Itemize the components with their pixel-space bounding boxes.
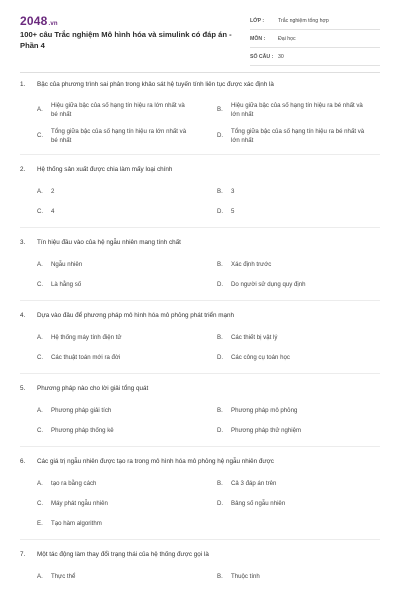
answer-option-b[interactable] — [200, 333, 380, 342]
answer-option-a[interactable] — [20, 102, 200, 119]
option-list — [20, 260, 380, 300]
option-text: Tổng giữa bậc của số hạng tín hiệu ra bé nhất và lớn nhất — [231, 128, 365, 144]
option-letter: A. — [37, 261, 43, 268]
meta-key: SỐ CÂU : — [250, 53, 274, 60]
option-letter: A. — [37, 334, 43, 341]
question-7 — [20, 550, 380, 592]
question-text: Một tác động làm thay đổi trạng thái của hệ thống được gọi là — [37, 551, 209, 558]
option-text: Các thiết bị vật lý — [231, 334, 278, 341]
question-number: 2. — [20, 166, 26, 173]
option-text: Hiệu giữa bậc của số hạng tín hiệu ra lớn nhất và bé nhất — [51, 102, 185, 118]
option-letter: B. — [217, 480, 223, 487]
question-number: 5. — [20, 385, 26, 392]
answer-option-c[interactable] — [20, 128, 200, 145]
logo-suffix: .vn — [48, 21, 58, 27]
answer-option-c[interactable] — [20, 353, 200, 362]
question-divider — [20, 373, 380, 374]
question-divider — [20, 227, 380, 228]
option-text: Xác định trước — [231, 261, 272, 268]
answer-option-b[interactable] — [200, 187, 380, 196]
option-letter: B. — [217, 334, 223, 341]
question-stem — [20, 80, 380, 90]
option-text: 5 — [231, 208, 235, 215]
option-letter: C. — [37, 132, 44, 140]
question-number: 6. — [20, 458, 26, 465]
answer-option-a[interactable] — [20, 572, 200, 581]
answer-option-d[interactable] — [200, 353, 380, 362]
question-stem — [20, 550, 380, 560]
option-text: tạo ra bằng cách — [51, 480, 97, 487]
question-2 — [20, 165, 380, 228]
option-letter: D. — [217, 500, 224, 507]
meta-key: LỚP : — [250, 17, 265, 24]
question-stem — [20, 457, 380, 467]
answer-option-c[interactable] — [20, 207, 200, 216]
site-logo[interactable] — [20, 14, 58, 28]
option-text: Máy phát ngẫu nhiên — [51, 500, 108, 507]
option-text: Phương pháp thử nghiệm — [231, 427, 302, 434]
option-text: Ngẫu nhiên — [51, 261, 83, 268]
option-letter: B. — [217, 106, 223, 114]
option-list — [20, 333, 380, 373]
option-text: Bảng số ngẫu nhiên — [231, 500, 286, 507]
option-letter: A. — [37, 573, 43, 580]
meta-row-class — [250, 12, 380, 30]
option-list — [20, 572, 380, 592]
logo-text: 2048 — [20, 14, 48, 28]
answer-option-a[interactable] — [20, 260, 200, 269]
header-divider — [20, 72, 380, 73]
option-list — [20, 187, 380, 227]
option-letter: A. — [37, 407, 43, 414]
question-stem — [20, 238, 380, 248]
answer-option-b[interactable] — [200, 102, 380, 119]
answer-option-a[interactable] — [20, 479, 200, 488]
answer-option-c[interactable] — [20, 280, 200, 289]
question-text: Các giá trị ngẫu nhiên được tạo ra trong mô hình hóa mô phỏng hệ ngẫu nhiên được — [37, 458, 274, 465]
option-text: 2 — [51, 188, 55, 195]
option-letter: C. — [37, 427, 44, 434]
question-text: Phương pháp nào cho lời giải tổng quát — [37, 385, 149, 392]
option-letter: D. — [217, 427, 224, 434]
option-letter: C. — [37, 208, 44, 215]
option-letter: E. — [37, 520, 43, 527]
option-text: Phương pháp thống kê — [51, 427, 114, 434]
option-letter: D. — [217, 281, 224, 288]
question-divider — [20, 154, 380, 155]
question-stem — [20, 384, 380, 394]
answer-option-a[interactable] — [20, 187, 200, 196]
meta-row-subject — [250, 30, 380, 48]
option-text: Là hằng số — [51, 281, 82, 288]
option-text: Các thuật toán mới ra đời — [51, 354, 121, 361]
answer-option-d[interactable] — [200, 128, 380, 145]
option-text: Phương pháp mô phỏng — [231, 407, 298, 414]
option-letter: B. — [217, 188, 223, 195]
option-letter: B. — [217, 407, 223, 414]
question-number: 1. — [20, 81, 26, 88]
answer-option-a[interactable] — [20, 406, 200, 415]
option-letter: D. — [217, 208, 224, 215]
option-letter: A. — [37, 106, 43, 114]
question-list — [20, 80, 380, 592]
option-letter: B. — [217, 261, 223, 268]
meta-value: 30 — [278, 53, 284, 60]
option-letter: D. — [217, 354, 224, 361]
option-letter: A. — [37, 480, 43, 487]
option-list — [20, 406, 380, 446]
answer-option-b[interactable] — [200, 260, 380, 269]
option-text: 3 — [231, 188, 235, 195]
answer-option-e[interactable] — [20, 519, 200, 528]
option-text: 4 — [51, 208, 55, 215]
question-4 — [20, 311, 380, 374]
question-text: Hệ thống sản xuất được chia làm mấy loại chính — [37, 166, 173, 173]
header — [0, 0, 400, 72]
question-3 — [20, 238, 380, 301]
option-letter: C. — [37, 281, 44, 288]
answer-option-d[interactable] — [200, 426, 380, 435]
option-letter: A. — [37, 188, 43, 195]
option-text: Các công cụ toán học — [231, 354, 290, 361]
option-letter: C. — [37, 354, 44, 361]
option-text: Thuộc tính — [231, 573, 260, 580]
answer-option-c[interactable] — [20, 426, 200, 435]
question-number: 4. — [20, 312, 26, 319]
meta-value: Đại học — [278, 35, 296, 42]
meta-value: Trắc nghiệm tổng hợp — [278, 17, 329, 24]
question-number: 3. — [20, 239, 26, 246]
question-stem — [20, 311, 380, 321]
option-text: Do người sử dụng quy định — [231, 281, 306, 288]
question-5 — [20, 384, 380, 447]
option-text: Cả 3 đáp án trên — [231, 480, 277, 487]
question-6 — [20, 457, 380, 540]
option-text: Thực thể — [51, 573, 76, 580]
answer-option-b[interactable] — [200, 572, 380, 581]
meta-row-count — [250, 48, 380, 66]
answer-option-a[interactable] — [20, 333, 200, 342]
answer-option-b[interactable] — [200, 479, 380, 488]
meta-info — [250, 12, 380, 66]
option-text: Tổng giữa bậc của số hạng tín hiệu ra lớn nhất và bé nhất — [51, 128, 187, 144]
option-letter: C. — [37, 500, 44, 507]
page-title: 100+ câu Trắc nghiệm Mô hình hóa và simulink có đáp án - Phần 4 — [20, 30, 232, 50]
answer-option-b[interactable] — [200, 406, 380, 415]
option-text: Hệ thống máy tính điện tử — [51, 334, 122, 341]
option-text: Tạo hàm algorithm — [51, 520, 102, 527]
question-text: Bậc của phương trình sai phân trong khảo sát hệ tuyến tính liên tục được xác định là — [37, 81, 274, 88]
answer-option-d[interactable] — [200, 280, 380, 289]
option-letter: D. — [217, 132, 224, 140]
question-divider — [20, 446, 380, 447]
question-divider — [20, 300, 380, 301]
option-letter: B. — [217, 573, 223, 580]
answer-option-c[interactable] — [20, 499, 200, 508]
option-text: Hiệu giữa bậc của số hạng tín hiệu ra bé nhất và lớn nhất — [231, 102, 363, 118]
question-number: 7. — [20, 551, 26, 558]
question-text: Dựa vào đâu để phương pháp mô hình hóa mô phỏng phát triển mạnh — [37, 312, 235, 319]
question-1 — [20, 80, 380, 155]
answer-option-d[interactable] — [200, 499, 380, 508]
option-list — [20, 102, 380, 154]
option-text: Phương pháp giải tích — [51, 407, 112, 414]
question-text: Tín hiệu đầu vào của hệ ngẫu nhiên mang tính chất — [37, 239, 181, 246]
option-list — [20, 479, 380, 539]
answer-option-d[interactable] — [200, 207, 380, 216]
meta-key: MÔN : — [250, 35, 266, 42]
question-divider — [20, 539, 380, 540]
question-stem — [20, 165, 380, 175]
